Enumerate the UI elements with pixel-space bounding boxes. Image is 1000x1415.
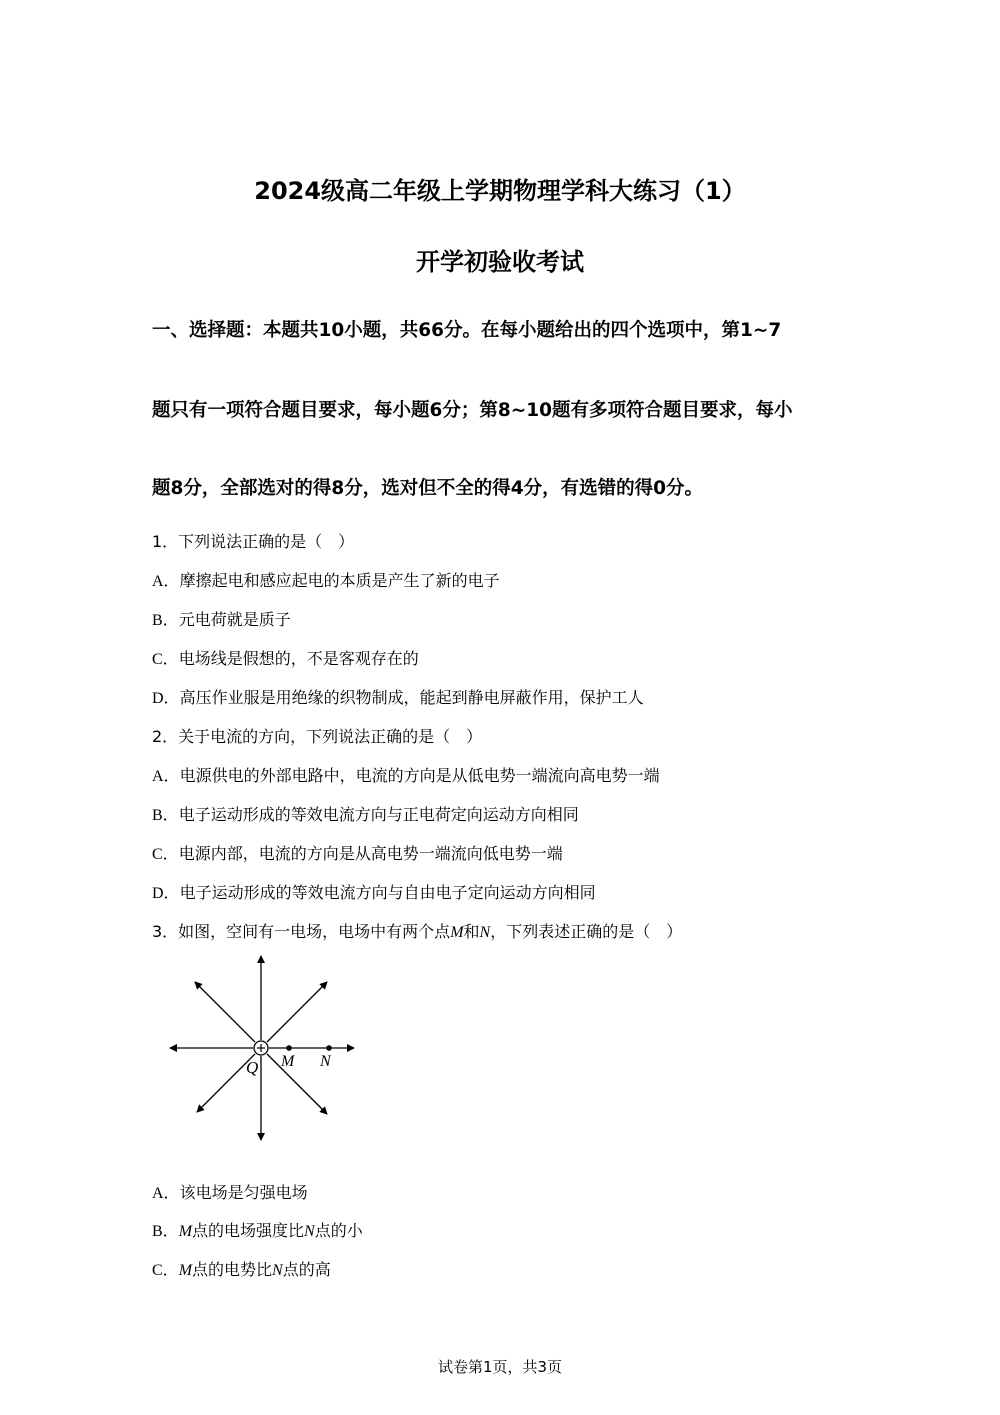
question-3-option-b: B．M点的电场强度比N点的小 xyxy=(152,1221,363,1240)
point-label-m: M xyxy=(281,1053,295,1070)
electric-field-diagram xyxy=(160,950,360,1145)
question-2-stem: 2．关于电流的方向，下列说法正确的是（ ） xyxy=(152,727,483,746)
field-line-upper-left xyxy=(195,982,255,1042)
page-footer: 试卷第1页，共3页 xyxy=(437,1358,563,1376)
field-line-upper-right xyxy=(267,982,327,1042)
question-3-option-a: A．该电场是匀强电场 xyxy=(152,1183,308,1202)
question-2-option-c: C．电源内部，电流的方向是从高电势一端流向低电势一端 xyxy=(152,844,563,863)
section-instruction-line-2: 题只有一项符合题目要求，每小题6分；第8~10题有多项符合题目要求，每小 xyxy=(152,400,793,421)
section-instruction-line-1: 一、选择题：本题共10小题，共66分。在每小题给出的四个选项中，第1~7 xyxy=(152,320,782,341)
question-1-option-b: B．元电荷就是质子 xyxy=(152,610,291,629)
point-m-dot xyxy=(286,1045,292,1051)
question-3-stem: 3．如图，空间有一电场，电场中有两个点M和N，下列表述正确的是（ ） xyxy=(152,922,683,941)
exam-title: 2024级高二年级上学期物理学科大练习（1） xyxy=(254,177,746,205)
question-2-option-b: B．电子运动形成的等效电流方向与正电荷定向运动方向相同 xyxy=(152,805,579,824)
question-1-stem: 1．下列说法正确的是（ ） xyxy=(152,532,355,551)
question-1-option-a: A．摩擦起电和感应起电的本质是产生了新的电子 xyxy=(152,571,500,590)
question-1-option-c: C．电场线是假想的，不是客观存在的 xyxy=(152,649,419,668)
positive-charge-icon xyxy=(254,1041,268,1055)
question-2-option-a: A．电源供电的外部电路中，电流的方向是从低电势一端流向高电势一端 xyxy=(152,766,660,785)
field-line-lower-right xyxy=(267,1054,327,1114)
question-3-option-c: C．M点的电势比N点的高 xyxy=(152,1260,331,1279)
charge-label-q: Q xyxy=(246,1058,259,1077)
point-label-n: N xyxy=(320,1053,331,1070)
question-2-option-d: D．电子运动形成的等效电流方向与自由电子定向运动方向相同 xyxy=(152,883,596,902)
point-n-dot xyxy=(326,1045,332,1051)
section-instruction-line-3: 题8分，全部选对的得8分，选对但不全的得4分，有选错的得0分。 xyxy=(152,478,703,499)
question-1-option-d: D．高压作业服是用绝缘的织物制成，能起到静电屏蔽作用，保护工人 xyxy=(152,688,644,707)
exam-subtitle: 开学初验收考试 xyxy=(416,248,584,276)
